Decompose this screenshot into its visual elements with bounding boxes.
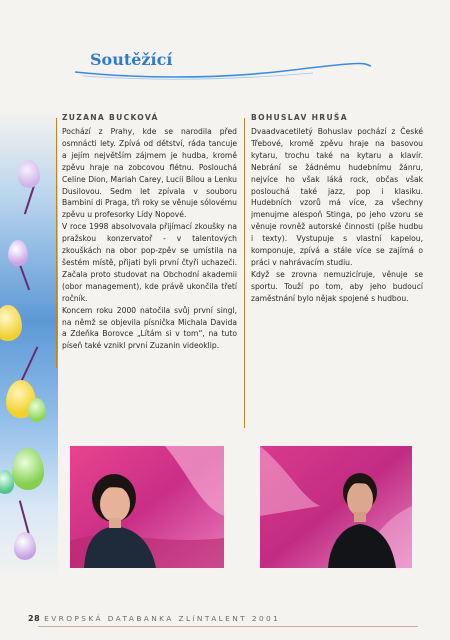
page-footer — [28, 614, 280, 623]
bio-paragraph: V roce 1998 absolvovala přijímací zkoušky na pražskou konzervatoř - v talentových zkouškách na obor pop-zpěv se umístila na šestém místě, přijati byli první čtyři uchazeči. Začala proto studovat na Obchodní akademii (obor management), kde právě ukončila třetí ročník. — [62, 222, 237, 303]
decorative-left-strip — [0, 0, 58, 640]
bio-paragraph: Pochází z Prahy, kde se narodila před osmnácti lety. Zpívá od dětství, ráda tancuje a jejím největším zájmem je hudba, kromě zpěvu hraje na zobcovou flétnu. Poslouchá Celine Dion, Mariah Carey, Lucii Bílou a Lenku Dusilovou. Sedm let zpívala v souboru Bambini di Praga, tři roky se věnuje sólovému zpěvu u profesorky Lídy Nopové. — [62, 127, 237, 220]
footer-publication-title: EVROPSKÁ DATABANKA ZLíNTALENT 2001 — [44, 614, 281, 623]
page-title: Soutěžící — [90, 50, 173, 69]
decorative-egg-icon — [12, 448, 44, 490]
bio-paragraph: Koncem roku 2000 natočila svůj první singl, na němž se objevila písnička Michala Davida a Zdeňka Borovce „Lítám si v tom“, na tuto píseň také vznikl první Zuzanin videoklip. — [62, 305, 237, 351]
bio-paragraph: Dvaadvacetiletý Bohuslav pochází z České Třebové, kromě zpěvu hraje na basovou kytaru, trochu také na kytaru a klavír. Nebrání se žádnému hudebnímu žánru, nejvíce ho však láká rock, občas však poslouchá také jazz, pop i klasiku. Hudebních vzorů má více, za všechny jmenujme alespoň Stinga, po jeho vzoru se věnuje rovněž autorské činnosti (píše hudbu i texty). Vystupuje s vlastní kapelou, komponuje, zpívá a stále více se zajímá o práci v nahrávacím studiu. — [251, 127, 423, 267]
decorative-egg-icon — [18, 160, 40, 188]
contestant-name: ZUZANA BUCKOVÁ — [62, 113, 159, 122]
footer-rule — [38, 626, 418, 627]
page-number: 28 — [28, 614, 41, 623]
decorative-egg-icon — [8, 240, 28, 266]
left-column-rule — [56, 118, 57, 368]
right-column-rule — [244, 118, 245, 428]
decorative-egg-icon — [28, 398, 46, 422]
portrait-photo-female — [70, 446, 224, 568]
left-column — [62, 113, 237, 352]
portrait-photo-male — [260, 446, 412, 568]
contestant-name: BOHUSLAV HRUŠA — [251, 113, 348, 122]
right-column — [251, 113, 423, 305]
decorative-egg-icon — [14, 532, 36, 560]
bio-paragraph: Když se zrovna nemuzicíruje, věnuje se sportu. Touží po tom, aby jeho budoucí zaměstnání bylo nějak spojené s hudbou. — [251, 269, 423, 303]
